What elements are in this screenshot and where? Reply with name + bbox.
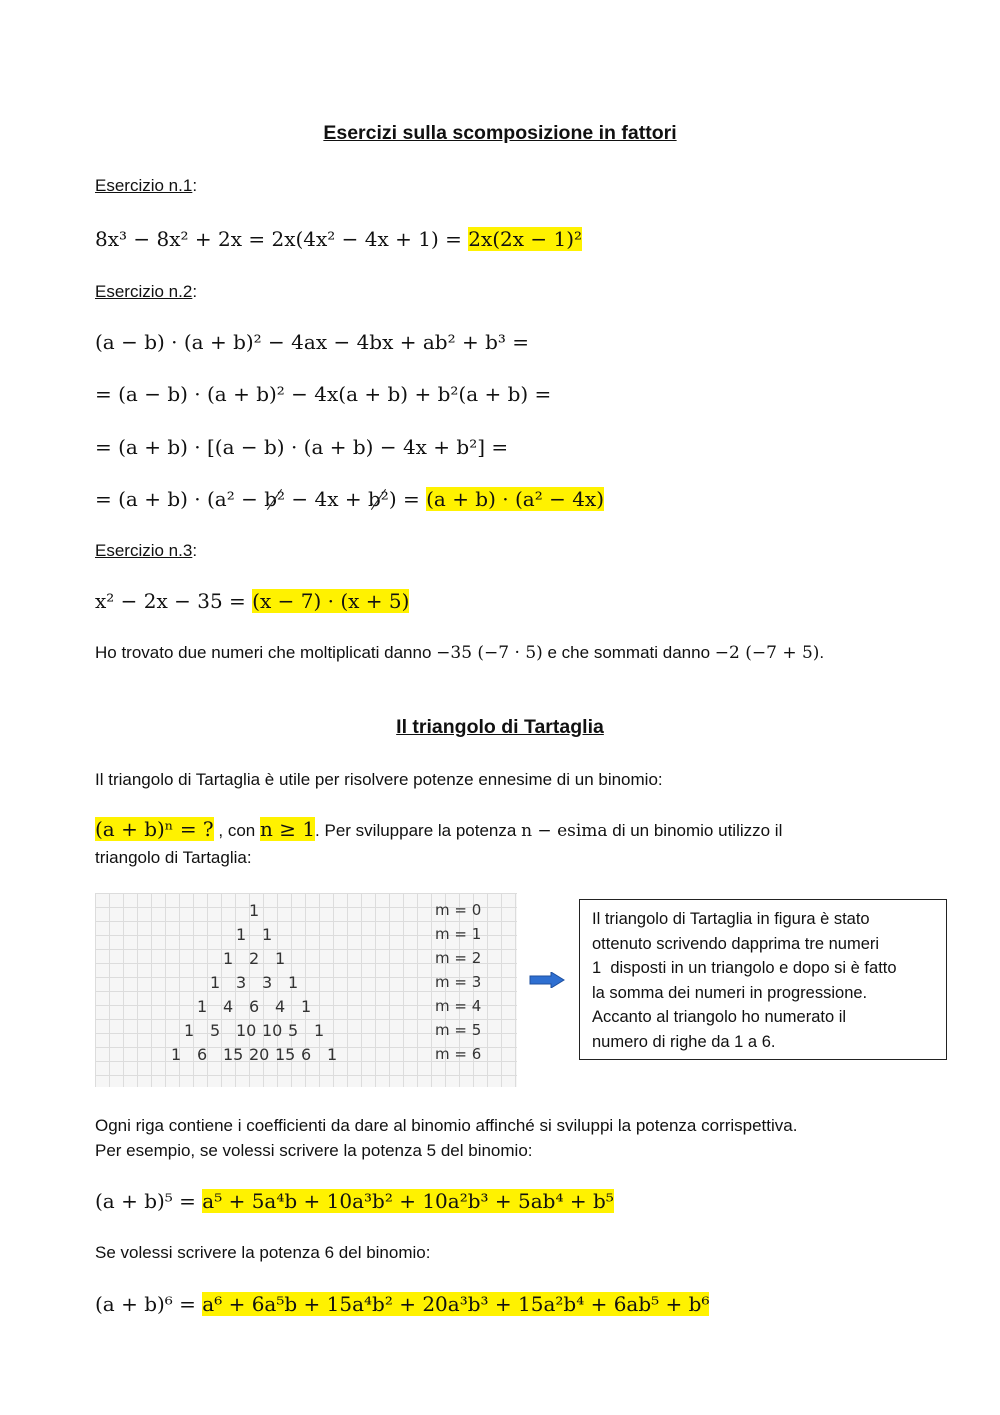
triangle-row-label: m = 2 — [435, 949, 482, 967]
box-line: Il triangolo di Tartaglia in figura è stato — [592, 910, 870, 928]
colon: : — [192, 176, 198, 195]
power-5-expansion — [95, 1189, 614, 1213]
exercise-2-answer: (a + b) · (a² − 4x) — [426, 487, 605, 511]
exercise-1-heading — [95, 176, 197, 196]
box-line: 1 disposti in un triangolo e dopo si è fatto — [592, 959, 897, 977]
exercise-3-answer: (x − 7) · (x + 5) — [252, 589, 410, 613]
triangle-number: 3 — [236, 973, 247, 992]
exercise-3-lhs: x² − 2x − 35 = — [95, 589, 253, 613]
power-6-expansion — [95, 1292, 709, 1316]
triangle-row-label: m = 3 — [435, 973, 482, 991]
triangle-explanation-box — [579, 899, 947, 1060]
exercise-2-line-4 — [95, 487, 604, 511]
coefficients-paragraph-line-2: Per esempio, se volessi scrivere la potenza 5 del binomio: — [95, 1141, 533, 1160]
triangle-number: 4 — [275, 997, 286, 1016]
triangle-number: 3 — [262, 973, 273, 992]
triangle-row-label: m = 4 — [435, 997, 482, 1015]
text: di un binomio utilizzo il — [607, 821, 783, 840]
n-condition: n ≥ 1 — [259, 817, 316, 841]
triangle-row-label: m = 0 — [435, 901, 482, 919]
expr-part: − 4x + — [285, 487, 368, 511]
triangle-number: 6 — [249, 997, 260, 1016]
triangle-number: 4 — [223, 997, 234, 1016]
note-text: Ho trovato due numeri che moltiplicati danno — [95, 643, 437, 662]
triangle-number: 10 — [236, 1021, 257, 1040]
note-math: −35 (−7 · 5) — [436, 643, 543, 663]
exercise-2-line-1: (a − b) · (a + b)² − 4ax − 4bx + ab² + b³ = — [95, 330, 530, 354]
exercise-2-line-2: = (a − b) · (a + b)² − 4x(a + b) + b²(a + b) = — [95, 382, 552, 406]
triangle-row-label: m = 6 — [435, 1045, 482, 1063]
triangle-number: 15 — [223, 1045, 244, 1064]
n-esima: n − esima — [521, 821, 608, 841]
text: . Per sviluppare la potenza — [315, 821, 522, 840]
exercise-1-label: Esercizio n.1 — [95, 176, 193, 195]
triangle-row-label: m = 5 — [435, 1021, 482, 1039]
exercise-2-line-3: = (a + b) · [(a − b) · (a + b) − 4x + b²] = — [95, 435, 509, 459]
box-line: numero di righe da 1 a 6. — [592, 1032, 776, 1051]
exercise-3-heading — [95, 541, 197, 561]
triangle-number: 1 — [249, 901, 260, 920]
colon: : — [192, 282, 198, 301]
expr-part: = (a + b) · (a² − — [95, 487, 265, 511]
power-6-intro: Se volessi scrivere la potenza 6 del binomio: — [95, 1243, 431, 1262]
triangle-number: 1 — [262, 925, 273, 944]
triangle-number: 1 — [288, 973, 299, 992]
triangle-number: 5 — [210, 1021, 221, 1040]
triangle-number: 10 — [262, 1021, 283, 1040]
exercise-3-equation — [95, 589, 409, 613]
triangle-number: 15 — [275, 1045, 296, 1064]
box-line: ottenuto scrivendo dapprima tre numeri — [592, 934, 880, 953]
note-math: −2 (−7 + 5) — [714, 643, 820, 663]
exercise-1-answer: 2x(2x − 1)² — [468, 227, 583, 251]
triangle-number: 1 — [184, 1021, 195, 1040]
arrow-right-icon — [529, 972, 565, 988]
triangle-number: 1 — [327, 1045, 338, 1064]
triangle-number: 2 — [249, 949, 260, 968]
power-6-lhs: (a + b)⁶ = — [95, 1292, 203, 1316]
box-line: la somma dei numeri in progressione. — [592, 983, 868, 1002]
expr-part: ) = — [388, 487, 427, 511]
power-5-lhs: (a + b)⁵ = — [95, 1189, 203, 1213]
box-line: Accanto al triangolo ho numerato il — [592, 1008, 847, 1026]
triangle-number: 1 — [301, 997, 312, 1016]
exercise-3-note — [95, 643, 824, 663]
triangle-number: 1 — [275, 949, 286, 968]
exercise-3-label: Esercizio n.3 — [95, 541, 193, 560]
exercise-1-equation — [95, 227, 582, 251]
triangle-number: 1 — [210, 973, 221, 992]
tartaglia-formula-line-2: triangolo di Tartaglia: — [95, 848, 252, 867]
tartaglia-intro: Il triangolo di Tartaglia è utile per risolvere potenze ennesime di un binomio: — [95, 770, 663, 789]
tartaglia-triangle-image — [95, 893, 517, 1087]
triangle-number: 1 — [171, 1045, 182, 1064]
triangle-number: 5 — [288, 1021, 299, 1040]
triangle-row-label: m = 1 — [435, 925, 482, 943]
triangle-number: 6 — [301, 1045, 312, 1064]
triangle-number: 1 — [197, 997, 208, 1016]
con-text: , con — [213, 821, 260, 840]
cancelled-term: b² — [368, 487, 389, 511]
note-text: e che sommati danno — [542, 643, 715, 662]
binomial-power: (a + b)ⁿ = ? — [95, 817, 214, 841]
triangle-number: 20 — [249, 1045, 270, 1064]
section-title-tartaglia: Il triangolo di Tartaglia — [396, 716, 604, 738]
note-text: . — [819, 643, 825, 662]
triangle-number: 1 — [236, 925, 247, 944]
exercise-2-label: Esercizio n.2 — [95, 282, 193, 301]
triangle-number: 1 — [314, 1021, 325, 1040]
cancelled-term: b² — [264, 487, 286, 511]
triangle-number: 1 — [223, 949, 234, 968]
power-5-rhs: a⁵ + 5a⁴b + 10a³b² + 10a²b³ + 5ab⁴ + b⁵ — [202, 1189, 614, 1213]
triangle-number: 6 — [197, 1045, 208, 1064]
colon: : — [192, 541, 198, 560]
exercise-1-lhs: 8x³ − 8x² + 2x = 2x(4x² − 4x + 1) = — [95, 227, 469, 251]
exercise-2-heading — [95, 282, 197, 302]
power-6-rhs: a⁶ + 6a⁵b + 15a⁴b² + 20a³b³ + 15a²b⁴ + 6ab⁵ + b⁶ — [202, 1292, 710, 1316]
section-title-factorization: Esercizi sulla scomposizione in fattori — [323, 122, 677, 144]
tartaglia-formula-line — [95, 817, 782, 841]
coefficients-paragraph-line-1: Ogni riga contiene i coefficienti da dare al binomio affinché si sviluppi la potenza corrispettiva. — [95, 1116, 798, 1135]
